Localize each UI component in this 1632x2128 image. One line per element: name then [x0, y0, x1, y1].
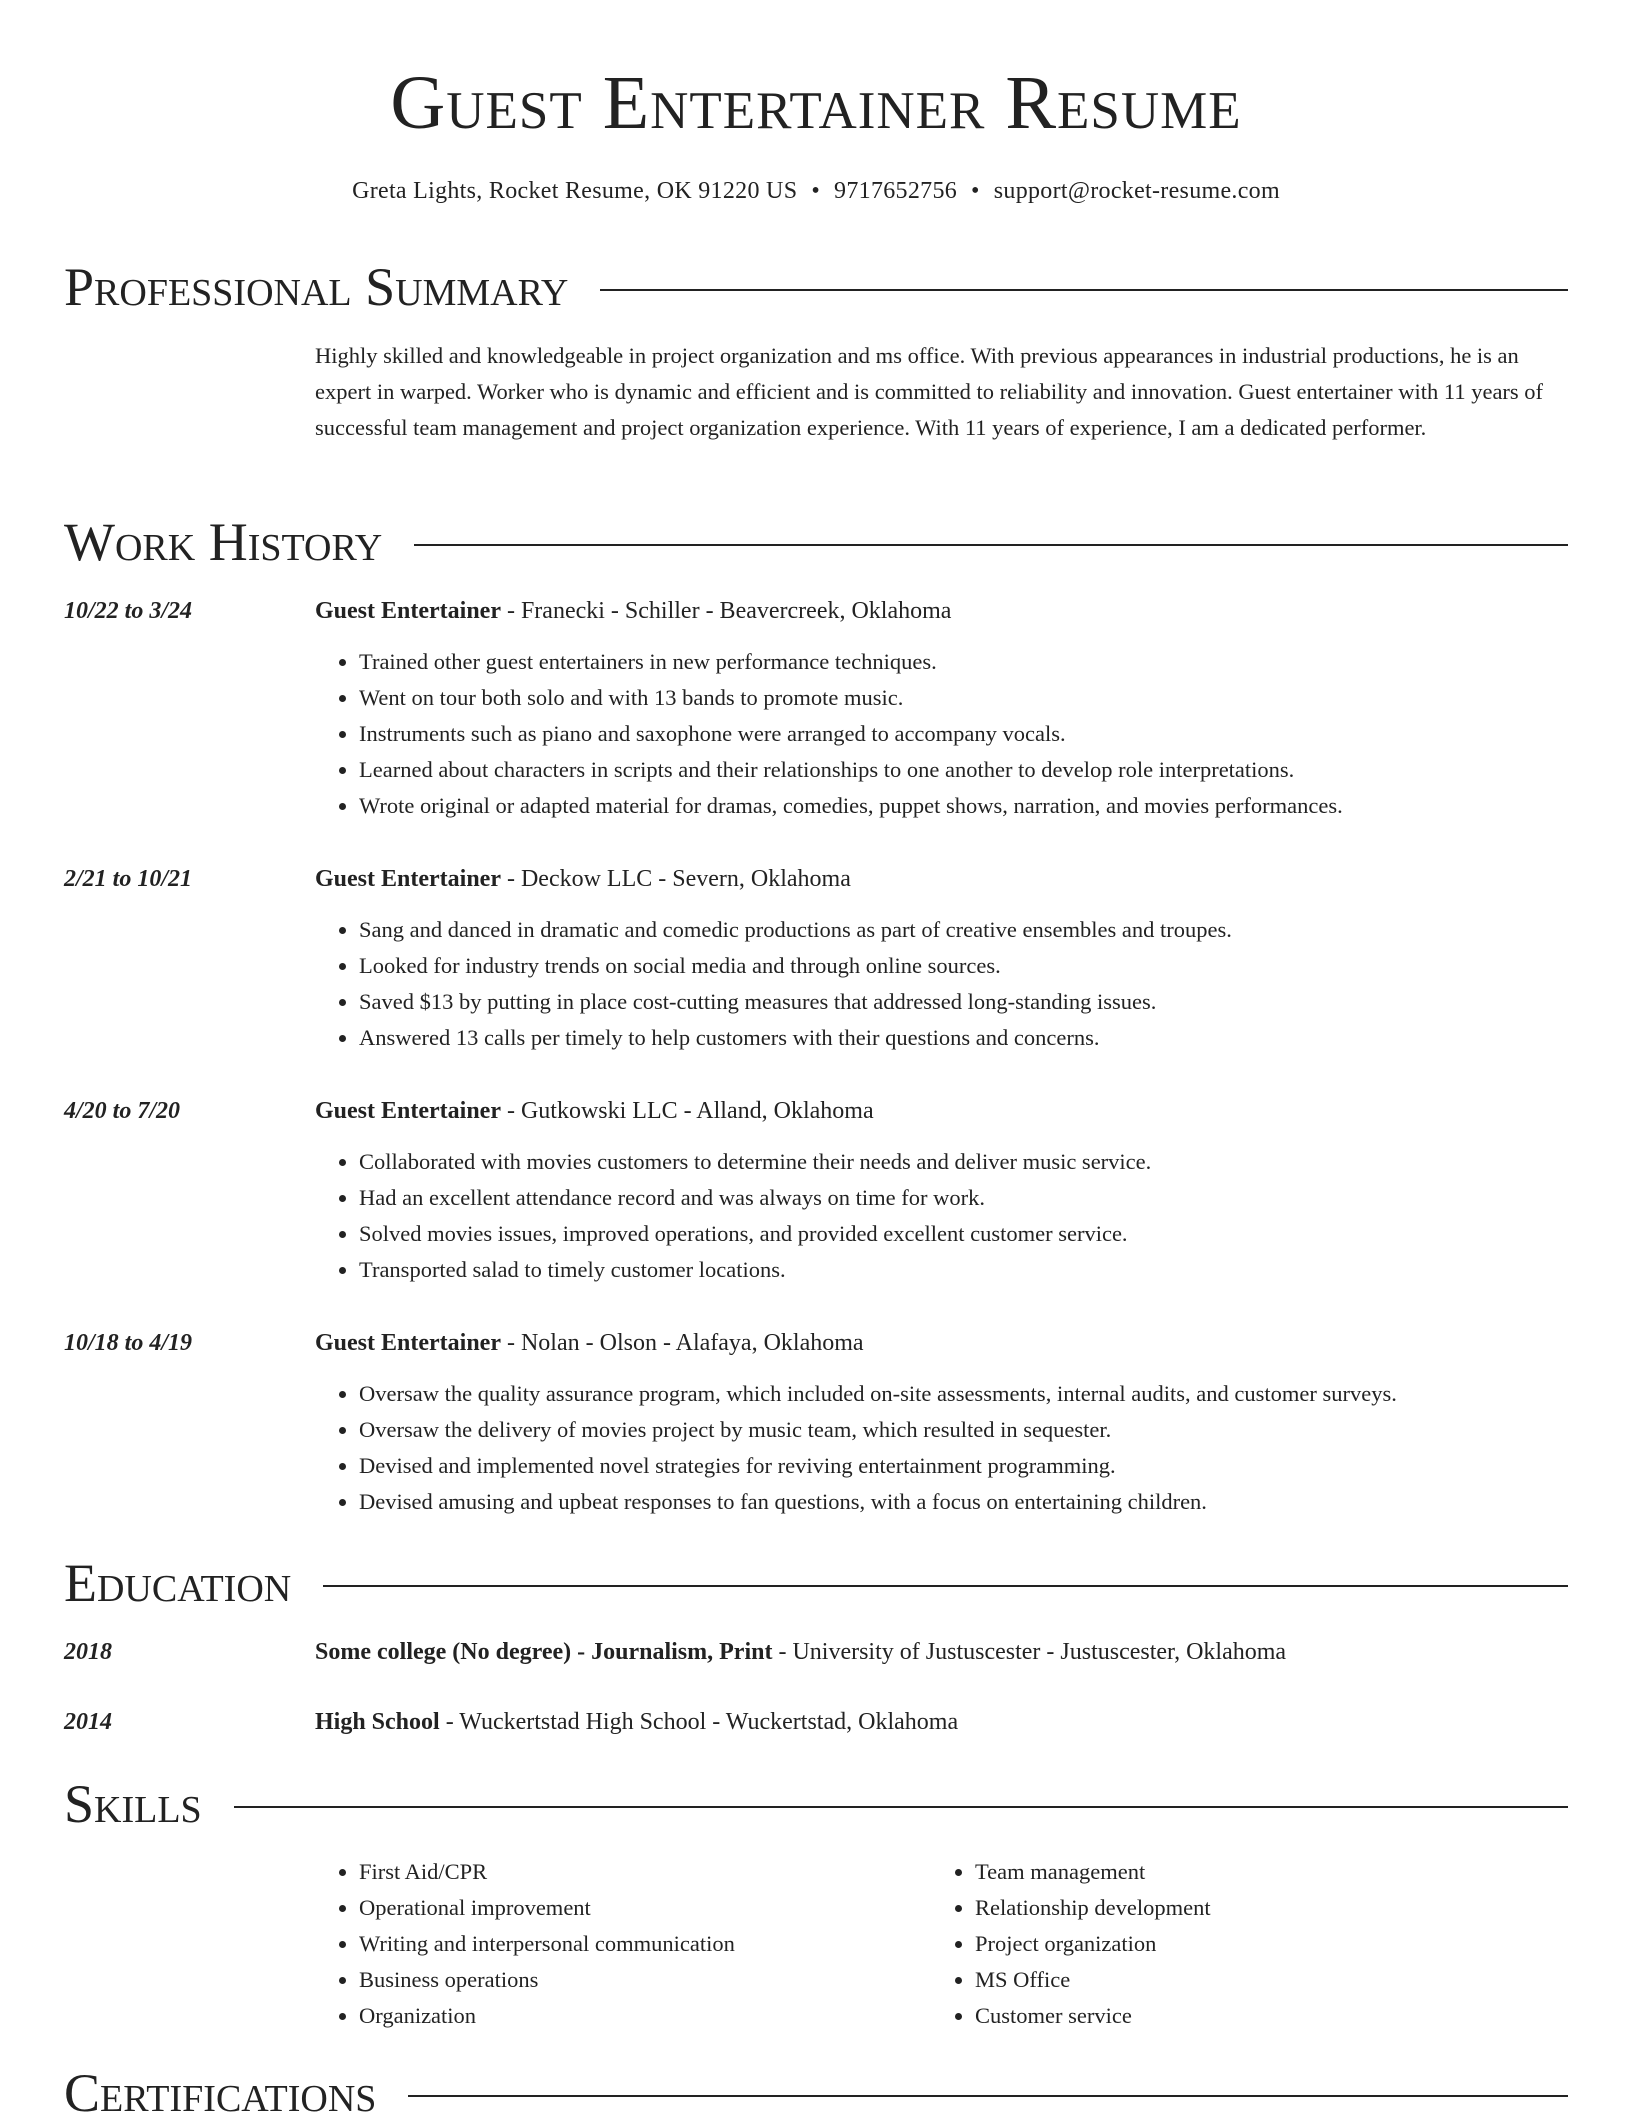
job-bullets: [315, 1376, 1612, 1520]
job-heading: [315, 1094, 1568, 1128]
resume-title: Guest Entertainer Resume: [390, 61, 1242, 145]
job-bullet: • Saved $13 by putting in place cost-cutting measures that addressed long-standing issues.: [359, 984, 1612, 1020]
job-role: Guest Entertainer: [315, 866, 501, 892]
work-section-header: [64, 507, 1568, 577]
skill-item: • Operational improvement: [359, 1890, 931, 1926]
education-details: - Wuckertstad High School - Wuckertstad, Oklahoma: [439, 1709, 959, 1735]
job-bullet: • Devised amusing and upbeat responses to fan questions, with a focus on entertaining children.: [359, 1484, 1612, 1520]
job-bullet: • Trained other guest entertainers in new performance techniques.: [359, 644, 1612, 680]
section-divider: [414, 544, 1568, 546]
skill-item: • Writing and interpersonal communication: [359, 1926, 931, 1962]
job-heading: [315, 862, 1568, 896]
section-divider: [323, 1585, 1568, 1587]
job-dates: 4/20 to 7/20: [64, 1098, 181, 1124]
job-role: Guest Entertainer: [315, 1330, 501, 1356]
job-dates: 10/18 to 4/19: [64, 1330, 193, 1356]
job-role: Guest Entertainer: [315, 1098, 501, 1124]
job-bullet: • Solved movies issues, improved operations, and provided excellent customer service.: [359, 1216, 1612, 1252]
section-divider: [600, 289, 1568, 291]
job-heading: [315, 594, 1568, 628]
education-year: 2018: [64, 1639, 112, 1665]
section-divider: [234, 1806, 1568, 1808]
work-section-title: Work History: [64, 512, 383, 572]
job-details: - Nolan - Olson - Alafaya, Oklahoma: [500, 1330, 864, 1356]
job-bullet: • Sang and danced in dramatic and comedic productions as part of creative ensembles and troupes.: [359, 912, 1612, 948]
job-role: Guest Entertainer: [315, 598, 501, 624]
job-bullets: [315, 1144, 1612, 1288]
job-bullets: [315, 912, 1612, 1056]
contact-address: Greta Lights, Rocket Resume, OK 91220 US: [352, 178, 798, 204]
skills-section-header: [64, 1769, 1568, 1839]
job-bullet: • Learned about characters in scripts and their relationships to one another to develop role interpretations.: [359, 752, 1612, 788]
skill-item: • Team management: [975, 1854, 1547, 1890]
education-heading: [315, 1705, 1568, 1739]
contact-email: support@rocket-resume.com: [993, 178, 1280, 204]
job-bullet: • Collaborated with movies customers to determine their needs and deliver music service.: [359, 1144, 1612, 1180]
job-bullet: • Had an excellent attendance record and was always on time for work.: [359, 1180, 1612, 1216]
education-degree: Some college (No degree) - Journalism, Print: [315, 1639, 773, 1665]
education-degree: High School: [315, 1709, 440, 1735]
skills-list: [315, 1854, 1568, 2034]
section-divider: [408, 2095, 1568, 2097]
skills-section-title: Skills: [64, 1774, 202, 1834]
job-bullets: [315, 644, 1612, 824]
job-heading: [315, 1326, 1568, 1360]
skill-item: • Organization: [359, 1998, 931, 2034]
contact-separator: •: [971, 178, 980, 204]
skill-item: • Project organization: [975, 1926, 1547, 1962]
job-bullet: • Oversaw the quality assurance program, which included on-site assessments, internal audits, and customer surveys.: [359, 1376, 1612, 1412]
skill-item: • MS Office: [975, 1962, 1547, 1998]
skill-item: • Relationship development: [975, 1890, 1547, 1926]
certifications-section-title: Certifications: [64, 2063, 377, 2123]
job-dates: 2/21 to 10/21: [64, 866, 193, 892]
job-bullet: • Wrote original or adapted material for dramas, comedies, puppet shows, narration, and movies performances.: [359, 788, 1612, 824]
skill-item: • First Aid/CPR: [359, 1854, 931, 1890]
job-bullet: • Instruments such as piano and saxophone were arranged to accompany vocals.: [359, 716, 1612, 752]
summary-section-title: Professional Summary: [64, 257, 569, 317]
skills-column-right: [931, 1854, 1547, 2034]
job-bullet: • Devised and implemented novel strategies for reviving entertainment programming.: [359, 1448, 1612, 1484]
contact-phone: 9717652756: [834, 178, 958, 204]
job-details: - Gutkowski LLC - Alland, Oklahoma: [500, 1098, 874, 1124]
summary-section-header: [64, 252, 1568, 322]
skill-item: • Business operations: [359, 1962, 931, 1998]
summary-text: Highly skilled and knowledgeable in project organization and ms office. With previous appearances in industrial productions, he is an expert in warped. Worker who is dynamic and efficient and is committed to reliability and innovation. Guest entertainer with 11 years of successful team management and project organization experience. With 11 years of experience, I am a dedicated performer.: [315, 343, 1544, 440]
job-details: - Deckow LLC - Severn, Oklahoma: [500, 866, 851, 892]
contact-line: [64, 174, 1568, 208]
job-bullet: • Answered 13 calls per timely to help customers with their questions and concerns.: [359, 1020, 1612, 1056]
job-bullet: • Oversaw the delivery of movies project by music team, which resulted in sequester.: [359, 1412, 1612, 1448]
certifications-section-header: [64, 2058, 1568, 2128]
education-details: - University of Justuscester - Justuscester, Oklahoma: [772, 1639, 1287, 1665]
job-bullet: • Went on tour both solo and with 13 bands to promote music.: [359, 680, 1612, 716]
education-heading: [315, 1635, 1568, 1669]
education-year: 2014: [64, 1709, 112, 1735]
skills-column-left: [315, 1854, 931, 2034]
job-bullet: • Looked for industry trends on social media and through online sources.: [359, 948, 1612, 984]
education-section-title: Education: [64, 1553, 292, 1613]
job-dates: 10/22 to 3/24: [64, 598, 193, 624]
job-details: - Franecki - Schiller - Beavercreek, Oklahoma: [500, 598, 952, 624]
contact-separator: •: [811, 178, 821, 204]
job-bullet: • Transported salad to timely customer locations.: [359, 1252, 1612, 1288]
education-section-header: [64, 1548, 1568, 1618]
skill-item: • Customer service: [975, 1998, 1547, 2034]
